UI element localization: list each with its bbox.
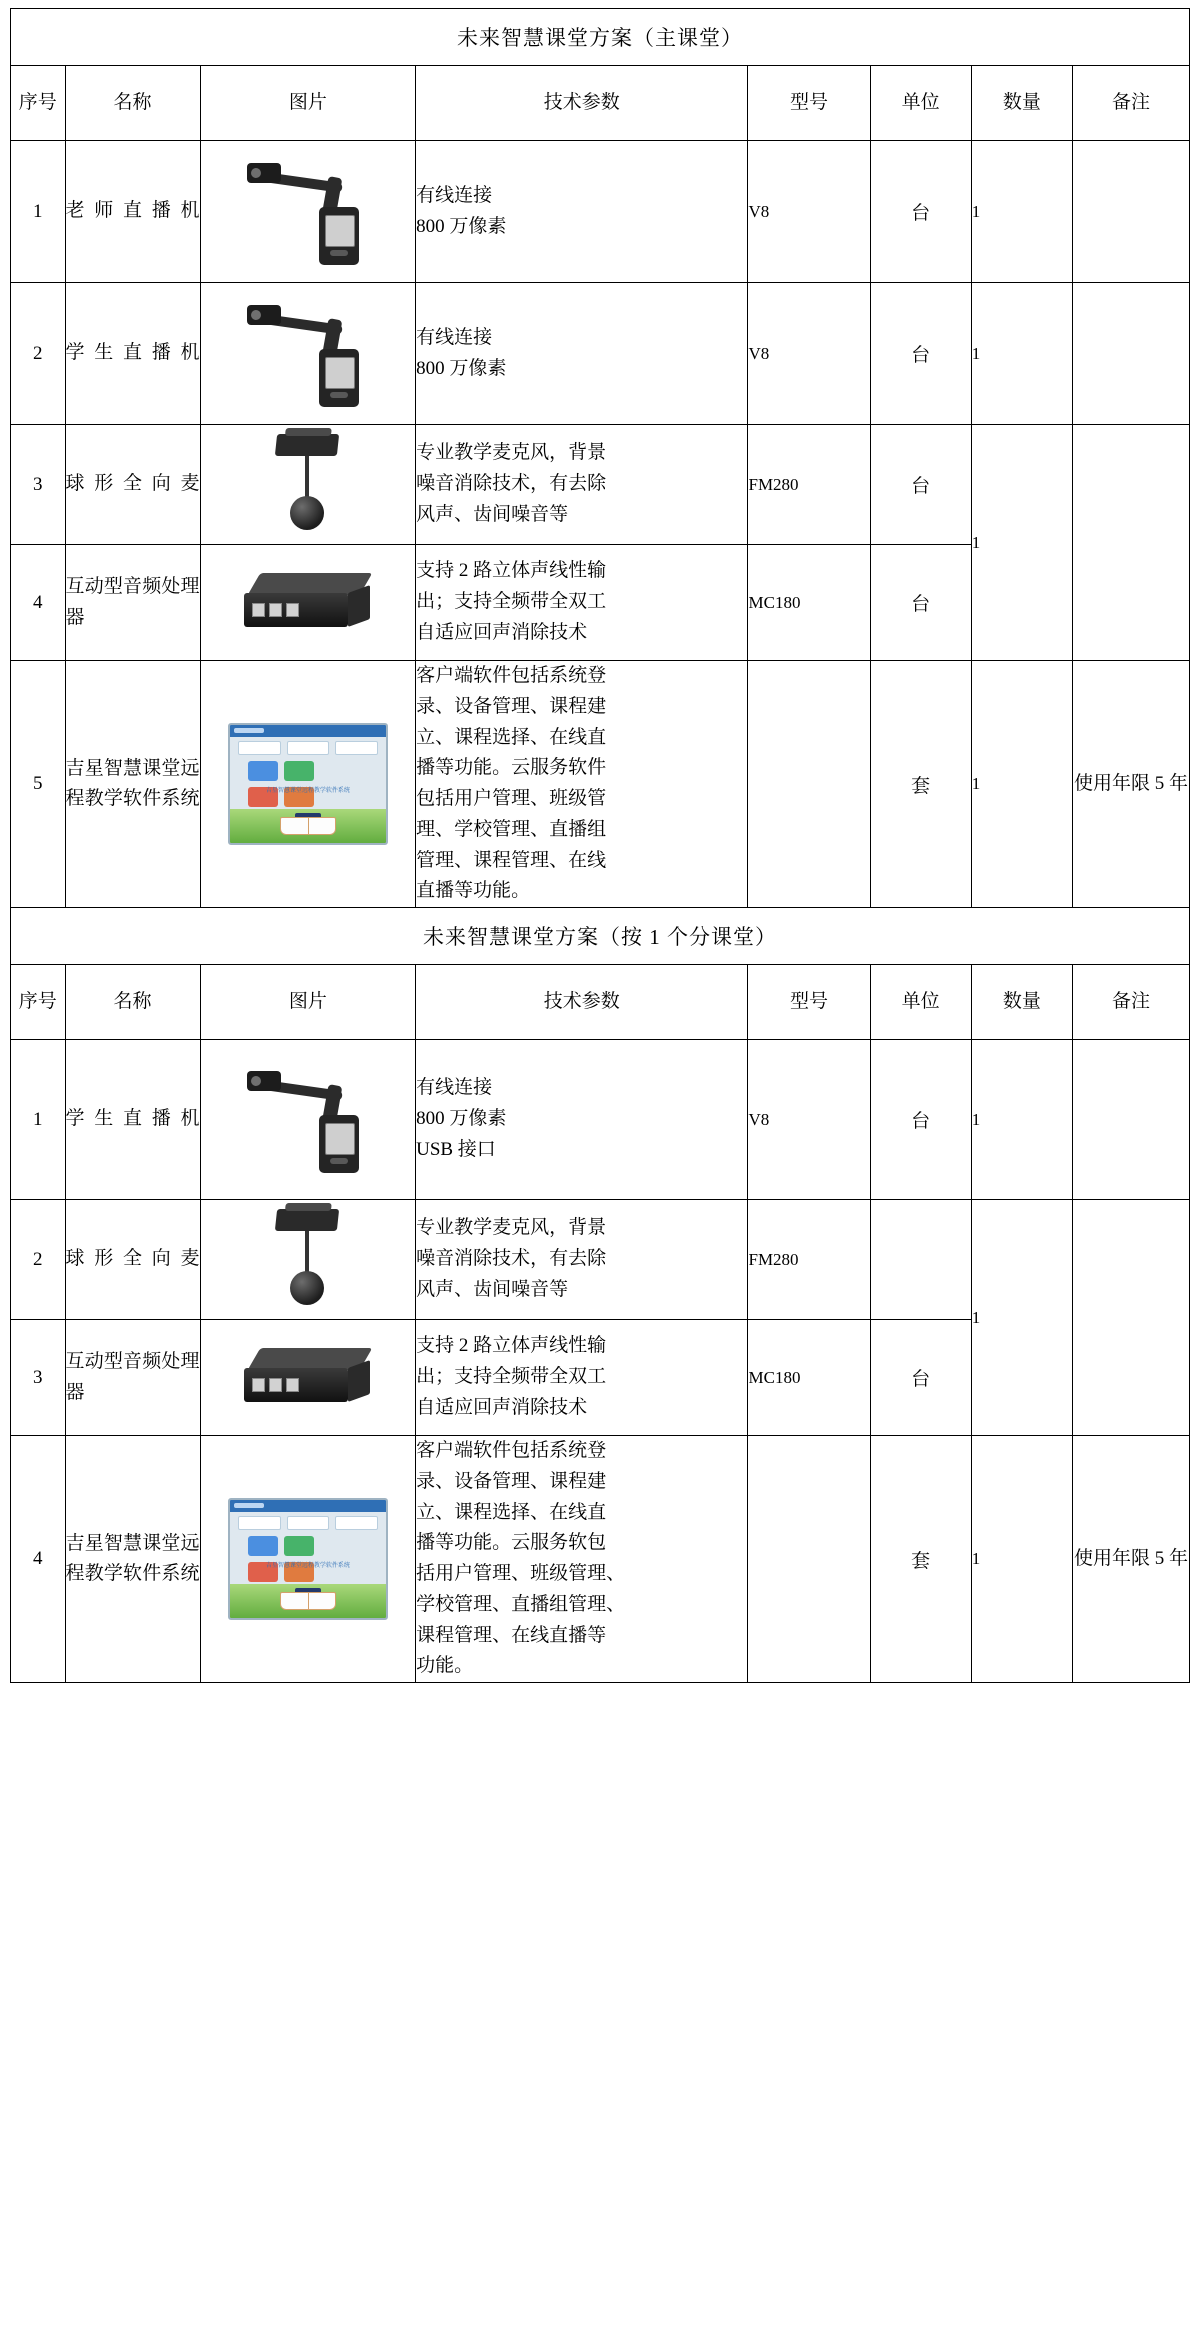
param-line: 800 万像素 (416, 1108, 507, 1130)
param-line: 支持 2 路立体声线性输 (416, 560, 607, 582)
row-remark (1073, 1200, 1190, 1436)
document-camera-icon (233, 157, 383, 267)
param-line: 理、学校管理、直播组 (416, 818, 607, 840)
row-remark (1073, 141, 1190, 283)
row-model: V8 (748, 141, 870, 283)
row-qty: 1 (971, 141, 1072, 283)
spec-table-main-classroom (10, 8, 1190, 908)
param-line: 出；支持全频带全双工 (416, 1366, 607, 1388)
row-name: 学生直播机 (65, 283, 200, 425)
param-line: 播等功能。云服务软件 (416, 757, 607, 779)
row-qty: 1 (971, 283, 1072, 425)
row-image (200, 283, 416, 425)
audio-processor-icon (238, 563, 378, 643)
row-params (416, 1320, 748, 1436)
column-header-no: 序号 (11, 66, 66, 141)
row-image (200, 661, 416, 908)
param-line: 自适应回声消除技术 (416, 621, 588, 643)
row-no: 4 (11, 545, 66, 661)
row-name: 学生直播机 (65, 1040, 200, 1200)
param-line: 噪音消除技术，有去除 (416, 473, 607, 495)
row-name: 互动型音频处理器 (65, 1320, 200, 1436)
param-line: 课程管理、在线直播等 (416, 1624, 607, 1646)
row-remark (1073, 425, 1190, 661)
column-header-qty: 数量 (971, 965, 1072, 1040)
row-qty: 1 (971, 661, 1072, 908)
column-header-unit: 单位 (870, 66, 971, 141)
software-screen-caption: 吉星智慧课堂远程教学软件系统 (265, 1563, 350, 1570)
column-header-model: 型号 (748, 66, 870, 141)
param-line: 括用户管理、班级管理、 (416, 1563, 626, 1585)
param-line: 出；支持全频带全双工 (416, 591, 607, 613)
column-header-image: 图片 (200, 66, 416, 141)
row-image (200, 141, 416, 283)
row-params (416, 1040, 748, 1200)
row-model: FM280 (748, 425, 870, 545)
table-row (11, 283, 1190, 425)
column-header-name: 名称 (65, 66, 200, 141)
row-remark: 使用年限 5 年 (1073, 1436, 1190, 1683)
row-name: 球形全向麦 (65, 1200, 200, 1320)
row-model (748, 1436, 870, 1683)
param-line: 有线连接 (416, 1077, 493, 1099)
param-line: 800 万像素 (416, 215, 507, 237)
table-header-row (11, 965, 1190, 1040)
param-line: 专业教学麦克风，背景 (416, 1217, 607, 1239)
row-model: MC180 (748, 545, 870, 661)
table-row (11, 661, 1190, 908)
spec-table-branch-classroom (10, 907, 1190, 1683)
row-image (200, 1320, 416, 1436)
param-line: 有线连接 (416, 326, 493, 348)
row-image (200, 545, 416, 661)
row-model: V8 (748, 1040, 870, 1200)
param-line: 录、设备管理、课程建 (416, 695, 607, 717)
row-model: MC180 (748, 1320, 870, 1436)
row-unit: 台 (870, 425, 971, 545)
row-params (416, 141, 748, 283)
table-header-row (11, 66, 1190, 141)
column-header-model: 型号 (748, 965, 870, 1040)
row-model (748, 661, 870, 908)
param-line: 直播等功能。 (416, 880, 531, 902)
row-name: 老师直播机 (65, 141, 200, 283)
row-image (200, 425, 416, 545)
row-name: 球形全向麦 (65, 425, 200, 545)
column-header-image: 图片 (200, 965, 416, 1040)
param-line: USB 接口 (416, 1139, 496, 1160)
param-line: 风声、齿间噪音等 (416, 1279, 569, 1300)
param-line: 包括用户管理、班级管 (416, 788, 607, 810)
row-name: 吉星智慧课堂远程教学软件系统 (65, 661, 200, 908)
param-line: 客户端软件包括系统登 (416, 1440, 607, 1462)
ceiling-microphone-icon (248, 430, 368, 540)
row-remark: 使用年限 5 年 (1073, 661, 1190, 908)
row-unit (870, 1200, 971, 1320)
row-no: 3 (11, 1320, 66, 1436)
row-model: FM280 (748, 1200, 870, 1320)
row-no: 2 (11, 283, 66, 425)
column-header-unit: 单位 (870, 965, 971, 1040)
document-camera-icon (233, 1065, 383, 1175)
table-row (11, 1436, 1190, 1683)
row-no: 1 (11, 1040, 66, 1200)
section-title-row (11, 9, 1190, 66)
row-name: 互动型音频处理器 (65, 545, 200, 661)
section-title: 未来智慧课堂方案（按 1 个分课堂） (11, 908, 1190, 965)
param-line: 录、设备管理、课程建 (416, 1470, 607, 1492)
row-no: 3 (11, 425, 66, 545)
audio-processor-icon (238, 1338, 378, 1418)
row-image (200, 1040, 416, 1200)
row-params (416, 1436, 748, 1683)
row-no: 4 (11, 1436, 66, 1683)
table-row (11, 1040, 1190, 1200)
column-header-no: 序号 (11, 965, 66, 1040)
param-line: 800 万像素 (416, 357, 507, 379)
software-screen-caption: 吉星智慧课堂远程教学软件系统 (265, 788, 350, 795)
param-line: 有线连接 (416, 184, 493, 206)
row-remark (1073, 283, 1190, 425)
row-unit: 台 (870, 545, 971, 661)
row-params (416, 283, 748, 425)
param-line: 管理、课程管理、在线 (416, 849, 607, 871)
row-no: 1 (11, 141, 66, 283)
param-line: 支持 2 路立体声线性输 (416, 1335, 607, 1357)
document-camera-icon (233, 299, 383, 409)
param-line: 学校管理、直播组管理、 (416, 1593, 626, 1615)
row-unit: 台 (870, 283, 971, 425)
row-no: 2 (11, 1200, 66, 1320)
param-line: 自适应回声消除技术 (416, 1397, 588, 1418)
row-qty: 1 (971, 1200, 1072, 1436)
row-params (416, 545, 748, 661)
row-unit: 台 (870, 1040, 971, 1200)
column-header-name: 名称 (65, 965, 200, 1040)
section-title: 未来智慧课堂方案（主课堂） (11, 9, 1190, 66)
row-model: V8 (748, 283, 870, 425)
row-image (200, 1200, 416, 1320)
row-params (416, 1200, 748, 1320)
row-params (416, 661, 748, 908)
table-row (11, 141, 1190, 283)
row-qty: 1 (971, 1040, 1072, 1200)
param-line: 专业教学麦克风，背景 (416, 442, 607, 464)
row-qty: 1 (971, 425, 1072, 661)
column-header-qty: 数量 (971, 66, 1072, 141)
row-name: 吉星智慧课堂远程教学软件系统 (65, 1436, 200, 1683)
row-unit: 套 (870, 1436, 971, 1683)
column-header-params: 技术参数 (416, 965, 748, 1040)
row-remark (1073, 1040, 1190, 1200)
param-line: 客户端软件包括系统登 (416, 665, 607, 686)
param-line: 风声、齿间噪音等 (416, 503, 569, 525)
param-line: 立、课程选择、在线直 (416, 726, 607, 748)
param-line: 噪音消除技术，有去除 (416, 1248, 607, 1270)
row-qty: 1 (971, 1436, 1072, 1683)
row-image (200, 1436, 416, 1683)
row-unit: 台 (870, 141, 971, 283)
row-unit: 台 (870, 1320, 971, 1436)
software-screen-icon (228, 1498, 388, 1620)
column-header-remark: 备注 (1073, 965, 1190, 1040)
row-unit: 套 (870, 661, 971, 908)
section-title-row (11, 908, 1190, 965)
row-params (416, 425, 748, 545)
param-line: 播等功能。云服务软包 (416, 1532, 607, 1554)
software-screen-icon (228, 723, 388, 845)
table-row (11, 1200, 1190, 1320)
ceiling-microphone-icon (248, 1205, 368, 1315)
row-no: 5 (11, 661, 66, 908)
table-row (11, 425, 1190, 545)
param-line: 功能。 (416, 1655, 474, 1677)
column-header-remark: 备注 (1073, 66, 1190, 141)
param-line: 立、课程选择、在线直 (416, 1501, 607, 1523)
column-header-params: 技术参数 (416, 66, 748, 141)
